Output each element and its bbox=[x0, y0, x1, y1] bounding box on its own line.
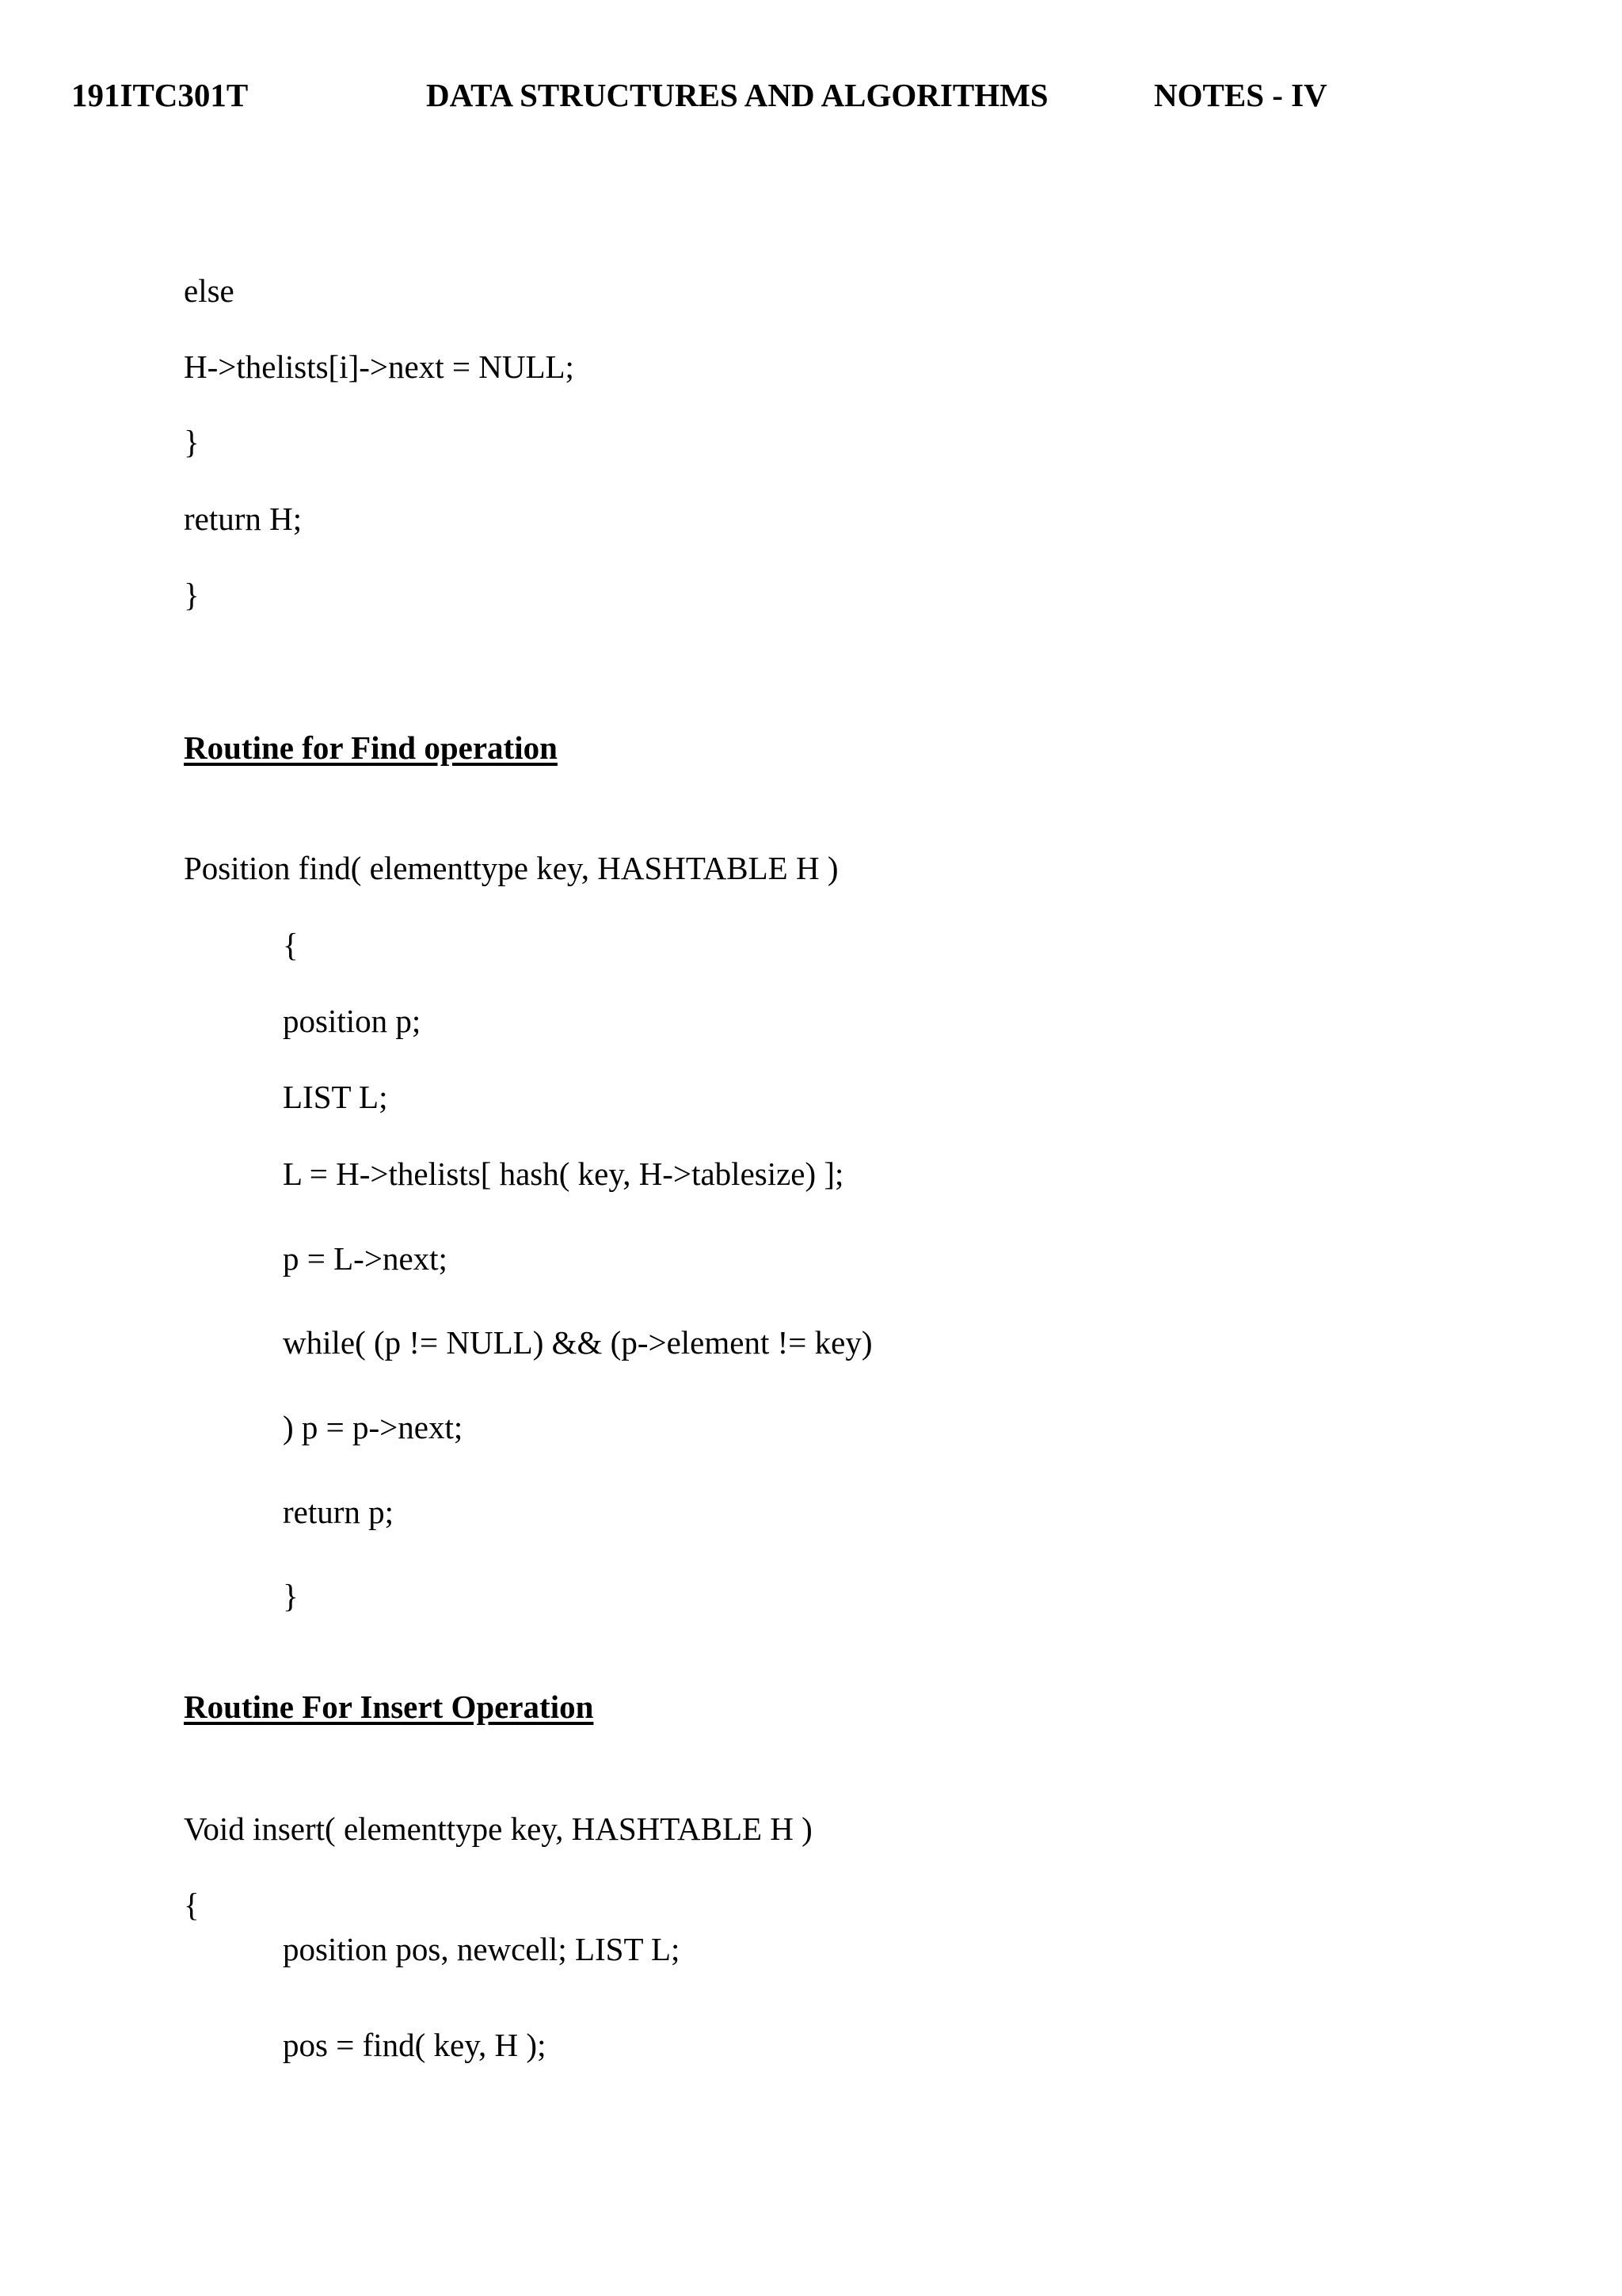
code-line: return p; bbox=[283, 1494, 394, 1530]
code-line: LIST L; bbox=[283, 1079, 388, 1115]
course-code: 191ITC301T bbox=[71, 77, 249, 113]
notes-label: NOTES - IV bbox=[1154, 77, 1327, 113]
code-line: pos = find( key, H ); bbox=[283, 2027, 546, 2063]
insert-signature: Void insert( elementtype key, HASHTABLE H ) bbox=[184, 1811, 813, 1847]
find-section-heading: Routine for Find operation bbox=[184, 729, 558, 766]
insert-section-heading: Routine For Insert Operation bbox=[184, 1689, 594, 1725]
code-line: } bbox=[184, 424, 200, 460]
code-line: position p; bbox=[283, 1003, 421, 1039]
code-line: while( (p != NULL) && (p->element != key) bbox=[283, 1324, 873, 1361]
code-line: ) p = p->next; bbox=[283, 1409, 463, 1445]
find-signature: Position find( elementtype key, HASHTABLE H ) bbox=[184, 850, 839, 886]
code-line: H->thelists[i]->next = NULL; bbox=[184, 348, 574, 385]
code-line: L = H->thelists[ hash( key, H->tablesize) ]; bbox=[283, 1156, 844, 1192]
code-line: { bbox=[184, 1887, 200, 1923]
code-line: } bbox=[283, 1578, 299, 1614]
code-line: { bbox=[283, 927, 299, 963]
code-line: } bbox=[184, 577, 200, 613]
code-line: return H; bbox=[184, 501, 303, 537]
code-line: position pos, newcell; LIST L; bbox=[283, 1931, 680, 1967]
code-line: else bbox=[184, 272, 234, 309]
course-title: DATA STRUCTURES AND ALGORITHMS bbox=[426, 77, 1049, 113]
code-line: p = L->next; bbox=[283, 1240, 447, 1277]
